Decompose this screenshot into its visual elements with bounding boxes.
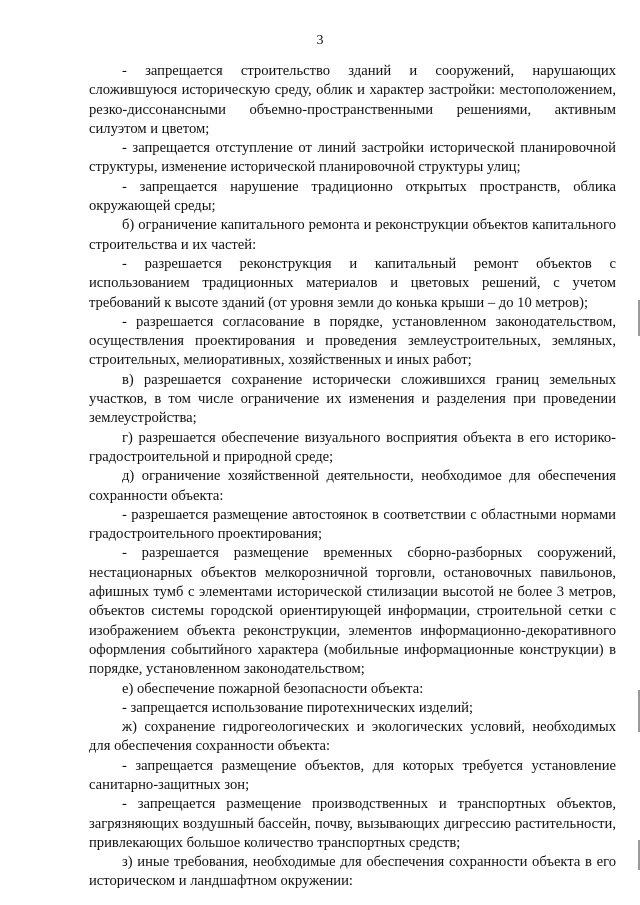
page-number: 3 <box>316 33 324 48</box>
paragraph-item-e: е) обеспечение пожарной безопасности объекта: <box>122 680 424 697</box>
paragraph-allow-parking: - разрешается размещение автостоянок в соответствии с областными нормами градостроительного проектирования; <box>89 506 616 543</box>
paragraph-item-zh: ж) сохранение гидрогеологических и экологических условий, необходимых для обеспечения сохранности объекта: <box>89 719 616 755</box>
paragraph-item-g: г) разрешается обеспечение визуального восприятия объекта в его историко-градостроительной и природной среде; <box>89 429 616 465</box>
paragraph-ban-sanitary-zone-objects: - запрещается размещение объектов, для которых требуется установление санитарно-защитных зон; <box>89 757 616 793</box>
paragraph-allow-temporary-structures: - разрешается размещение временных сборно-разборных сооружений, нестационарных объектов мелкорозничной торговли, остановочных павильонов, афишных тумб с элементами исторической стилизации высотой не более 3 метров, объектов системы городской ориентирующей информации, строительной сетки с изображением объекта реконструкции, элементов информационно-декоративного оформления событийного характера (мобильные информационные конструкции) в порядке, установленном законодательством; <box>89 545 616 678</box>
paragraph-allow-reconstruction: - разрешается реконструкция и капитальный ремонт объектов с использованием традиционных материалов и цветовых решений, с учетом требований к высоте зданий (от уровня земли до конька крыши – до 10 метров); <box>89 255 616 311</box>
paragraph-ban-building-line-deviation: - запрещается отступление от линий застройки исторической планировочной структуры, изменение исторической планировочной структуры улиц; <box>89 140 616 176</box>
paragraph-ban-open-spaces-violation: - запрещается нарушение традиционно открытых пространств, облика окружающей среды; <box>89 178 616 215</box>
paragraph-item-d: д) ограничение хозяйственной деятельности, необходимое для обеспечения сохранности объекта: <box>89 468 616 504</box>
paragraph-ban-polluting-objects: - запрещается размещение производственных и транспортных объектов, загрязняющих воздушный бассейн, почву, вызывающих дигрессию растительности, привлекающих большое количество транспортных средств; <box>89 796 616 851</box>
document-body <box>89 62 616 892</box>
paragraph-allow-works-approval: - разрешается согласование в порядке, установленном законодательством, осуществления проектирования и проведения землеустроительных, земляных, строительных, мелиоративных, хозяйственных и иных работ; <box>89 313 616 369</box>
paragraph-ban-pyrotechnics: - запрещается использование пиротехнических изделий; <box>122 699 474 716</box>
paragraph-ban-construction: - запрещается строительство зданий и сооружений, нарушающих сложившуюся историческую среду, облик и характер застройки: местоположением, резко-диссонансными объемно-пространственными решениями, активным силуэтом и цветом; <box>89 63 616 137</box>
paragraph-item-z: з) иные требования, необходимые для обеспечения сохранности объекта в его историческом и ландшафтном окружении: <box>89 854 616 890</box>
paragraph-item-v: в) разрешается сохранение исторически сложившихся границ земельных участков, в том числе ограничение их изменения и разделения при проведении землеустройства; <box>89 371 616 427</box>
paragraph-item-b: б) ограничение капитального ремонта и реконструкции объектов капитального строительства и их частей: <box>89 217 616 253</box>
